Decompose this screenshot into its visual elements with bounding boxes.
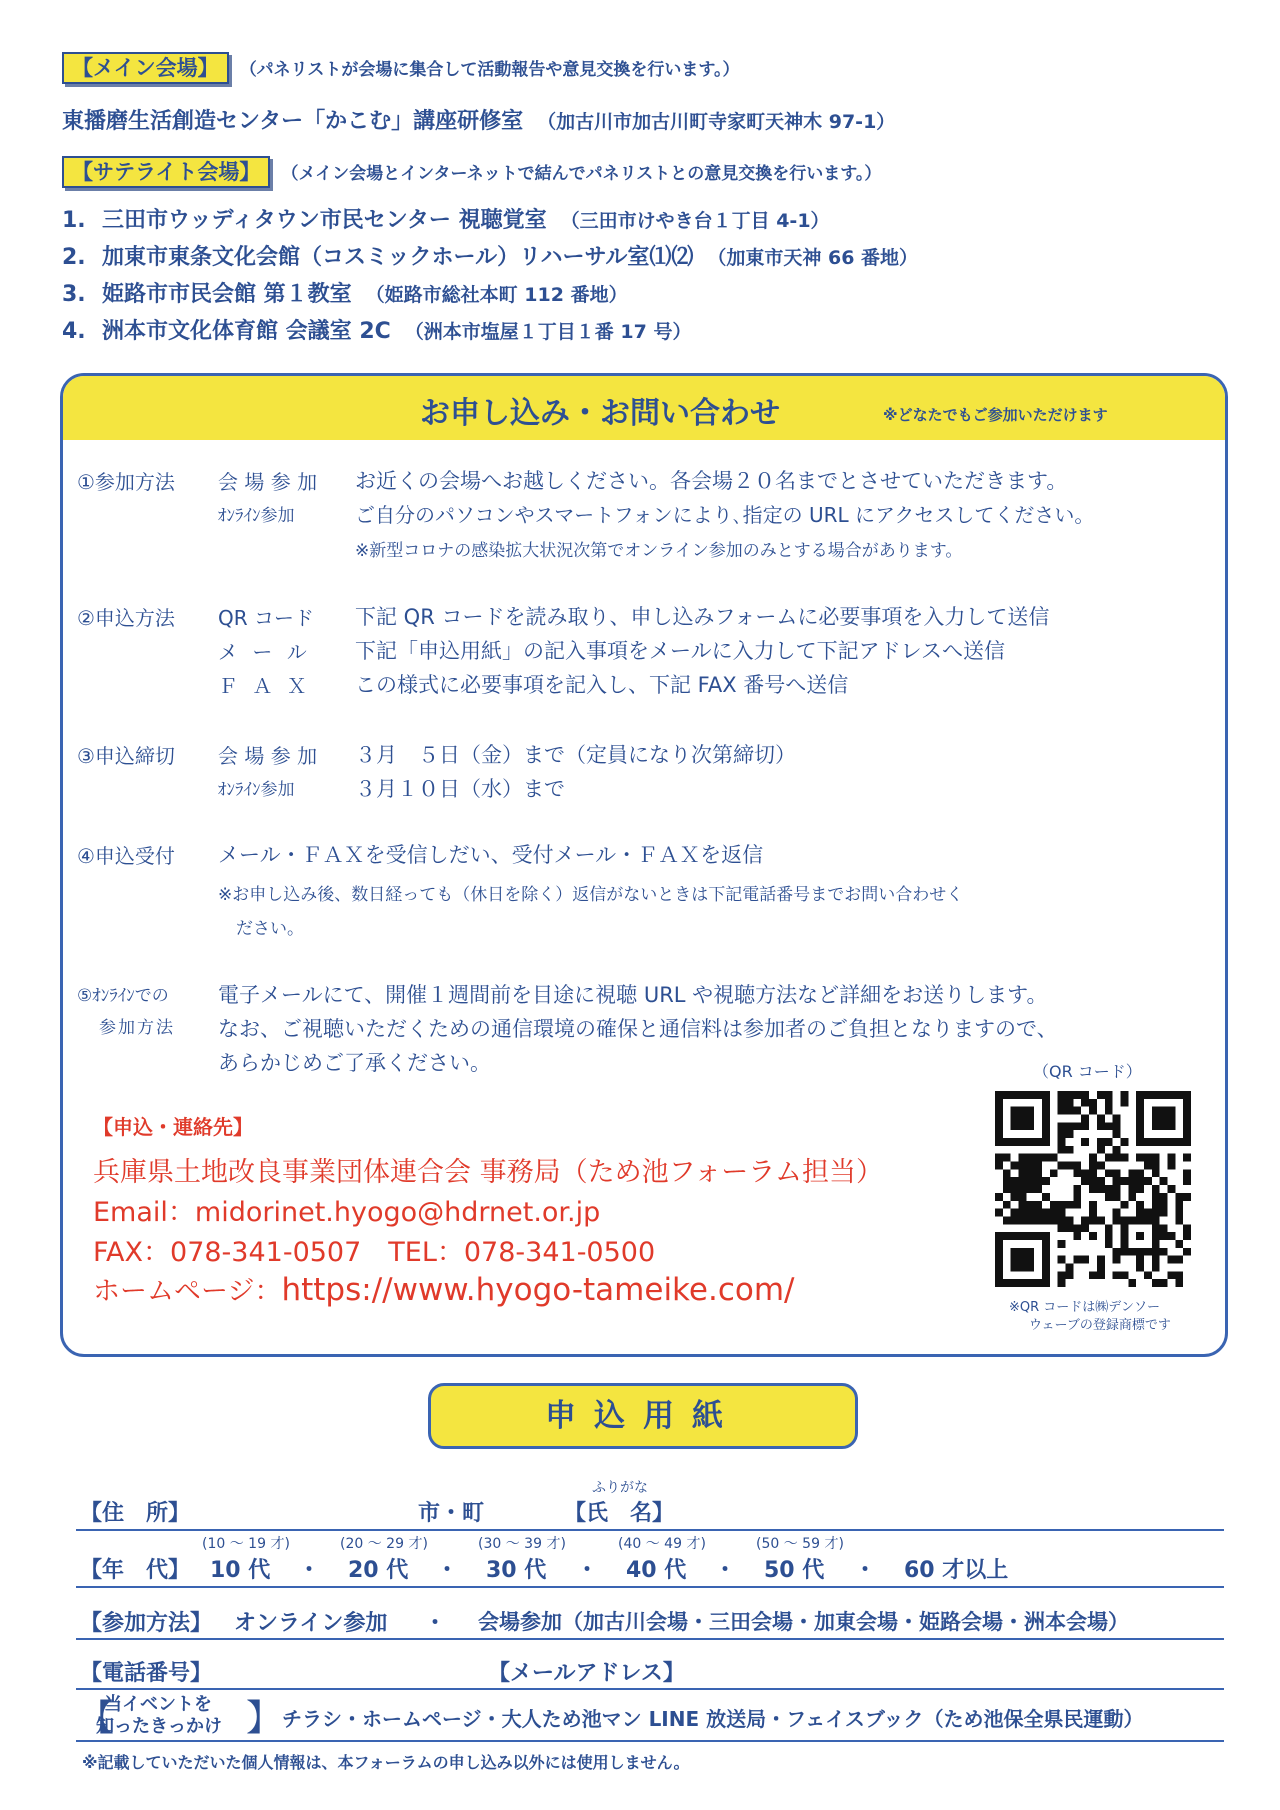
satellite-item: [62, 240, 918, 271]
satellite-venue-note: （メイン会場とインターネットで結んでパネリストとの意見交換を行います。）: [281, 164, 882, 184]
satellite-name: 加東市東条文化会館（コスミックホール）リハーサル室⑴⑵: [102, 245, 694, 270]
age-range: (10 ～ 19 才): [202, 1536, 290, 1552]
privacy-note: ※記載していただいた個人情報は、本フォーラムの申し込み以外には使用しません。: [82, 1753, 690, 1772]
satellite-num: 3.: [62, 282, 86, 307]
qr-trademark-1: ※QR コードは㈱デンソー: [1009, 1300, 1161, 1315]
apply-label: ②申込方法: [77, 606, 175, 630]
apply-fax-text: この様式に必要事項を記入し、下記 FAX 番号へ送信: [355, 673, 849, 697]
source-options[interactable]: チラシ・ホームページ・大人ため池マン LINE 放送局・フェイスブック（ため池保全県民運動）: [282, 1707, 1144, 1731]
age-range: (20 ～ 29 才): [340, 1536, 428, 1552]
satellite-item: [62, 203, 830, 234]
separator: ・: [436, 1558, 459, 1583]
main-venue-header: [62, 52, 740, 82]
source-bracket-right: 】: [246, 1698, 283, 1739]
deadline-venue-text: ３月 ５日（金）まで（定員になり次第締切）: [355, 743, 796, 767]
address-label: 【住 所】: [80, 1501, 191, 1526]
online-line-2: なお、ご視聴いただくための通信環境の確保と通信料は参加者のご負担となりますので、: [218, 1017, 1058, 1041]
satellite-num: 4.: [62, 319, 86, 344]
source-line: [76, 1740, 1224, 1742]
satellite-name: 三田市ウッディタウン市民センター 視聴覚室: [102, 208, 547, 233]
form-title: 申込用紙: [428, 1383, 858, 1449]
satellite-num: 1.: [62, 208, 86, 233]
age-label: 【年 代】: [80, 1558, 191, 1583]
address-line: [76, 1529, 1224, 1531]
separator: ・: [298, 1558, 321, 1583]
qr-code-svg: [995, 1091, 1191, 1287]
age-option-60-plus[interactable]: 60 才以上: [904, 1558, 1009, 1583]
homepage-link[interactable]: https://www.hyogo-tameike.com/: [281, 1272, 795, 1308]
apply-qr-text: 下記 QR コードを読み取り、申し込みフォームに必要事項を入力して送信: [355, 605, 1050, 629]
age-range: (40 ～ 49 才): [618, 1536, 706, 1552]
receipt-label: ④申込受付: [77, 844, 175, 868]
deadline-online-text: ３月１０日（水）まで: [355, 777, 565, 801]
separator: ・: [424, 1611, 447, 1636]
online-label-1: ⑤ｵﾝﾗｲﾝでの: [77, 986, 169, 1006]
age-range: (50 ～ 59 才): [756, 1536, 844, 1552]
method-note: ※新型コロナの感染拡大状況次第でオンライン参加のみとする場合があります。: [355, 541, 963, 561]
age-range: (30 ～ 39 才): [478, 1536, 566, 1552]
homepage-label: ホームページ：: [93, 1276, 282, 1307]
age-option[interactable]: 30 代: [486, 1558, 547, 1583]
application-title-note: ※どなたでもご参加いただけます: [883, 406, 1108, 424]
contact-org: 兵庫県土地改良事業団体連合会 事務局（ため池フォーラム担当）: [93, 1157, 883, 1188]
age-option[interactable]: 20 代: [348, 1558, 409, 1583]
application-panel: [60, 373, 1228, 1357]
main-venue-line: [62, 104, 895, 135]
qr-caption: （QR コード）: [1033, 1062, 1142, 1081]
satellite-address: （加東市天神 66 番地）: [707, 247, 919, 269]
online-label-2: 参加方法: [99, 1018, 175, 1038]
online-line-3: あらかじめご了承ください。: [218, 1051, 491, 1075]
age-option[interactable]: 40 代: [626, 1558, 687, 1583]
city-label[interactable]: 市・町: [418, 1501, 485, 1526]
satellite-name: 姫路市市民会館 第１教室: [102, 282, 352, 307]
qr-code-image[interactable]: [995, 1091, 1191, 1287]
application-panel-header: [63, 376, 1225, 440]
contact-fax-tel: FAX：078-341-0507 TEL：078-341-0500: [93, 1237, 656, 1268]
deadline-online-label: ｵﾝﾗｲﾝ参加: [218, 780, 295, 800]
age-option[interactable]: 10 代: [210, 1558, 271, 1583]
receipt-text: メール・ＦＡＸを受信しだい、受付メール・ＦＡＸを返信: [218, 843, 764, 867]
satellite-address: （三田市けやき台１丁目 4-1）: [560, 210, 830, 232]
separator: ・: [854, 1558, 877, 1583]
age-option[interactable]: 50 代: [764, 1558, 825, 1583]
participation-venue[interactable]: 会場参加（加古川会場・三田会場・加東会場・姫路会場・洲本会場）: [478, 1610, 1129, 1634]
method-venue-label: 会 場 参 加: [218, 470, 318, 494]
satellite-address: （姫路市総社本町 112 番地）: [365, 284, 628, 306]
contact-email[interactable]: Email：midorinet.hyogo@hdrnet.or.jp: [93, 1197, 601, 1228]
satellite-item: [62, 277, 628, 308]
apply-qr-label: QR コード: [218, 606, 314, 630]
satellite-num: 2.: [62, 245, 86, 270]
apply-mail-text: 下記「申込用紙」の記入事項をメールに入力して下記アドレスへ送信: [355, 639, 1005, 663]
source-label-2: 知ったきっかけ: [96, 1716, 222, 1737]
satellite-name: 洲本市文化体育館 会議室 2C: [102, 319, 391, 344]
method-label: ①参加方法: [77, 470, 175, 494]
method-online-label: ｵﾝﾗｲﾝ参加: [218, 506, 295, 526]
main-venue-tag: 【メイン会場】: [62, 52, 229, 84]
satellite-address: （洲本市塩屋１丁目１番 17 号）: [404, 321, 692, 343]
name-label[interactable]: 【氏 名】: [564, 1501, 675, 1526]
satellite-venue-tag: 【サテライト会場】: [62, 156, 270, 188]
online-line-1: 電子メールにて、開催１週間前を目途に視聴 URL や視聴方法など詳細をお送りします。: [218, 983, 1048, 1007]
receipt-note-2: ださい。: [236, 919, 304, 939]
method-venue-text: お近くの会場へお越しください。各会場２０名までとさせていただきます。: [355, 469, 1068, 493]
application-title: お申し込み・お問い合わせ: [420, 396, 780, 431]
main-venue-name: 東播磨生活創造センター「かこむ」講座研修室: [62, 109, 524, 134]
main-venue-note: （パネリストが会場に集合して活動報告や意見交換を行います。）: [239, 60, 740, 80]
source-label-1: 当イベントを: [104, 1694, 212, 1715]
method-online-text: ご自分のパソコンやスマートフォンにより､指定の URL にアクセスしてください。: [355, 503, 1095, 527]
qr-trademark-2: ウェーブの登録商標です: [1029, 1318, 1171, 1333]
participation-line: [76, 1638, 1224, 1640]
separator: ・: [714, 1558, 737, 1583]
email-label[interactable]: 【メールアドレス】: [488, 1661, 685, 1686]
main-venue-address: （加古川市加古川町寺家町天神木 97-1）: [537, 111, 896, 133]
source-bracket-left: 【: [78, 1698, 115, 1739]
deadline-label: ③申込締切: [77, 744, 175, 768]
age-line: [76, 1586, 1224, 1588]
deadline-venue-label: 会 場 参 加: [218, 744, 318, 768]
contact-heading: 【申込・連絡先】: [93, 1115, 253, 1139]
furigana-label: ふりがな: [592, 1480, 648, 1496]
phone-label[interactable]: 【電話番号】: [80, 1661, 213, 1686]
receipt-note-1: ※お申し込み後、数日経っても（休日を除く）返信がないときは下記電話番号までお問い合わせく: [218, 885, 964, 905]
satellite-item: [62, 314, 691, 345]
participation-online[interactable]: オンライン参加: [234, 1611, 388, 1636]
separator: ・: [576, 1558, 599, 1583]
contact-homepage: [93, 1269, 794, 1308]
apply-mail-label: メ ー ル: [218, 640, 311, 664]
participation-label: 【参加方法】: [80, 1611, 213, 1636]
apply-fax-label: Ｆ Ａ Ｘ: [218, 674, 311, 698]
satellite-venue-header: [62, 156, 881, 186]
